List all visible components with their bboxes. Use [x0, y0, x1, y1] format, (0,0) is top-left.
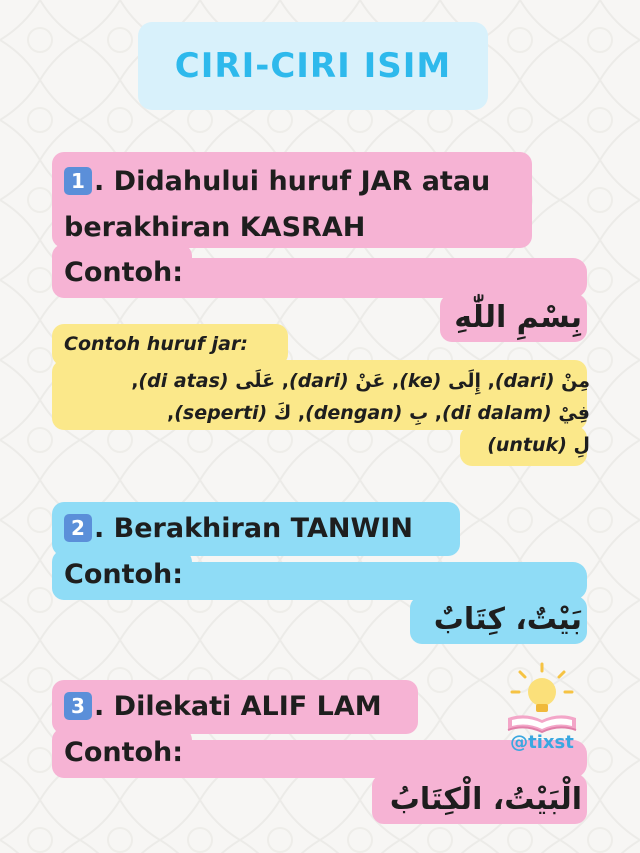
section-1-heading-line2: berakhiran KASRAH — [64, 212, 366, 243]
page-title: CIRI-CIRI ISIM — [174, 46, 452, 86]
jar-line-3: لِ (untuk) — [487, 434, 590, 456]
section-2-number-badge: 2 — [64, 514, 92, 542]
section-1-number-badge: 1 — [64, 167, 92, 195]
title-banner — [138, 22, 488, 110]
section-2-heading: 2 . Berakhiran TANWIN — [64, 512, 413, 546]
section-3-example: الْبَيْتُ، الْكِتَابُ — [389, 782, 582, 817]
jar-line-1: مِنْ (dari), إِلَى (ke), عَنْ (dari), عَلَى (di atas), — [131, 370, 590, 392]
jar-title: Contoh huruf jar: — [64, 333, 248, 355]
section-1-example: بِسْمِ اللّٰهِ — [454, 300, 582, 335]
section-3-heading: 3 . Dilekati ALIF LAM — [64, 690, 382, 724]
section-2-example: بَيْتٌ، كِتَابٌ — [433, 602, 582, 637]
section-3-number-badge: 3 — [64, 692, 92, 720]
section-1-heading-line1: 1 . Didahului huruf JAR atau — [64, 165, 490, 199]
section-2-example-label: Contoh: — [64, 559, 184, 590]
section-1-example-label: Contoh: — [64, 257, 184, 288]
section-3-example-label: Contoh: — [64, 737, 184, 768]
jar-line-2: فِيْ (di dalam), بِ (dengan), كَ (seperti), — [166, 402, 590, 424]
logo-handle: @tixst — [510, 732, 574, 753]
